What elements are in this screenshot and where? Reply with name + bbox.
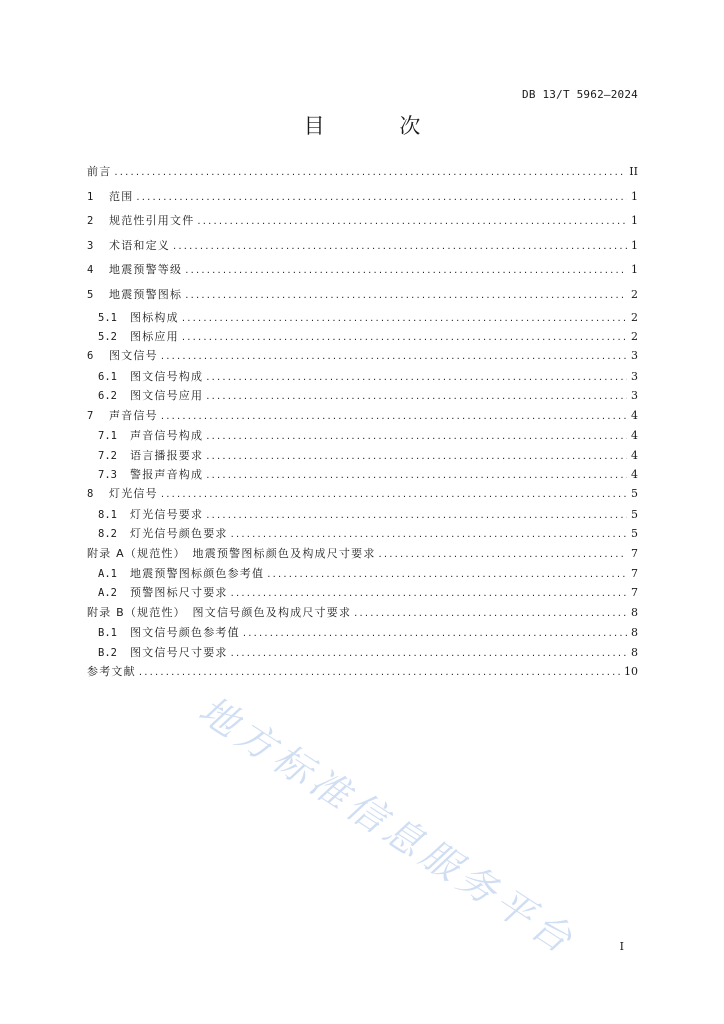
toc-entry-title: 图文信号应用 — [130, 389, 204, 403]
toc-leader-dots — [161, 347, 627, 367]
toc-entry-number: 7 — [87, 409, 94, 422]
toc-leader-dots — [231, 525, 627, 543]
toc-entry-page: 5 — [631, 527, 638, 541]
toc-entry[interactable] — [87, 544, 638, 565]
toc-entry-number: 7.1 — [98, 430, 117, 443]
toc-entry-title: 地震预警图标颜色参考值 — [130, 567, 265, 581]
toc-entry-page: 5 — [631, 507, 638, 521]
toc-entry-title: 图文信号构成 — [130, 369, 204, 383]
toc-leader-dots — [206, 427, 627, 445]
toc-entry-page: 5 — [631, 487, 638, 501]
toc-entry-number: 7.2 — [98, 449, 117, 462]
toc-entry-page: 4 — [631, 429, 638, 443]
toc-leader-dots — [136, 186, 627, 210]
toc-entry-page: 1 — [631, 263, 638, 277]
toc-entry-page: II — [629, 165, 638, 178]
toc-entry-title: 预警图标尺寸要求 — [130, 586, 228, 600]
toc-entry[interactable] — [87, 283, 638, 308]
toc-entry-page: 2 — [631, 329, 638, 343]
toc-entry-page: 1 — [631, 214, 638, 228]
toc-entry[interactable] — [87, 209, 638, 234]
toc-leader-dots — [173, 235, 627, 259]
toc-entry-number: 6 — [87, 350, 94, 363]
toc-entry-page: 1 — [631, 238, 638, 252]
toc-leader-dots — [185, 259, 627, 283]
toc-leader-dots — [231, 644, 627, 662]
toc-entry-number: 6.1 — [98, 370, 117, 383]
toc-entry-number: 8.2 — [98, 528, 117, 541]
toc-entry-page: 8 — [631, 626, 638, 640]
table-of-contents — [87, 160, 638, 683]
toc-leader-dots — [379, 545, 627, 565]
page-number: I — [619, 940, 624, 953]
toc-entry[interactable] — [87, 367, 638, 386]
document-code: DB 13/T 5962—2024 — [522, 88, 638, 101]
toc-entry-page: 8 — [631, 645, 638, 659]
toc-entry[interactable] — [87, 308, 638, 327]
toc-leader-dots — [206, 447, 627, 465]
toc-entry-page: 8 — [631, 605, 638, 619]
toc-leader-dots — [243, 624, 627, 642]
toc-entry-number: A.2 — [98, 587, 117, 600]
toc-entry-title: 前言 — [87, 165, 112, 178]
toc-leader-dots — [185, 284, 627, 308]
toc-leader-dots — [206, 506, 627, 524]
toc-leader-dots — [114, 161, 626, 185]
toc-entry-title: 图标应用 — [130, 329, 179, 343]
toc-entry-title: 图文信号 — [109, 349, 158, 363]
toc-entry-number: 2 — [87, 215, 94, 228]
toc-entry-number: 8 — [87, 488, 94, 501]
toc-entry-page: 4 — [631, 408, 638, 422]
toc-entry-title: 灯光信号 — [109, 487, 158, 501]
toc-leader-dots — [182, 309, 627, 327]
toc-entry[interactable] — [87, 160, 638, 185]
toc-entry-number: 5.2 — [98, 330, 117, 343]
toc-entry-title: 参考文献 — [87, 665, 136, 679]
toc-entry-title: 声音信号构成 — [130, 429, 204, 443]
toc-entry[interactable] — [87, 346, 638, 367]
toc-entry-title: 地震预警等级 — [109, 263, 183, 277]
toc-entry[interactable] — [87, 465, 638, 484]
toc-entry-title: 图文信号尺寸要求 — [130, 645, 228, 659]
toc-entry-title: 灯光信号颜色要求 — [130, 527, 228, 541]
toc-entry[interactable] — [87, 406, 638, 427]
toc-entry-title: 语言播报要求 — [130, 448, 204, 462]
toc-entry[interactable] — [87, 484, 638, 505]
toc-leader-dots — [161, 485, 627, 505]
toc-entry[interactable] — [87, 386, 638, 405]
toc-entry-page: 4 — [631, 467, 638, 481]
toc-entry-title: 规范性引用文件 — [109, 214, 195, 228]
toc-entry-number: 4 — [87, 264, 94, 277]
toc-leader-dots — [206, 387, 627, 405]
toc-entry-page: 3 — [631, 369, 638, 383]
toc-entry[interactable] — [87, 446, 638, 465]
toc-entry-number: 5.1 — [98, 311, 117, 324]
toc-leader-dots — [206, 466, 627, 484]
toc-entry[interactable] — [87, 327, 638, 346]
toc-entry-title: 图标构成 — [130, 310, 179, 324]
toc-entry-number: 6.2 — [98, 390, 117, 403]
toc-entry-title: 图文信号颜色参考值 — [130, 626, 240, 640]
toc-entry-page: 1 — [631, 189, 638, 203]
watermark: 地方标准信息服务平台 — [191, 687, 585, 965]
toc-leader-dots — [197, 210, 627, 234]
toc-entry-number: B.2 — [98, 646, 117, 659]
toc-entry[interactable] — [87, 564, 638, 583]
toc-leader-dots — [231, 584, 627, 602]
toc-entry[interactable] — [87, 643, 638, 662]
toc-entry-title: 地震预警图标 — [109, 287, 183, 301]
toc-entry[interactable] — [87, 258, 638, 283]
toc-entry[interactable] — [87, 603, 638, 624]
toc-entry-page: 3 — [631, 389, 638, 403]
toc-entry-title: 附录 A（规范性） 地震预警图标颜色及构成尺寸要求 — [87, 546, 376, 560]
toc-entry-number: 3 — [87, 239, 94, 252]
toc-entry-number: 8.1 — [98, 508, 117, 521]
toc-leader-dots — [206, 368, 627, 386]
toc-entry-number: 5 — [87, 288, 94, 301]
toc-entry-page: 2 — [631, 310, 638, 324]
toc-entry-page: 7 — [631, 586, 638, 600]
toc-leader-dots — [267, 565, 627, 583]
page-title: 目 次 — [303, 114, 455, 138]
toc-entry-page: 4 — [631, 448, 638, 462]
toc-entry-page: 7 — [631, 567, 638, 581]
toc-entry-page: 7 — [631, 546, 638, 560]
toc-leader-dots — [354, 604, 627, 624]
toc-leader-dots — [182, 328, 627, 346]
toc-entry[interactable] — [87, 583, 638, 602]
toc-entry-number: B.1 — [98, 627, 117, 640]
toc-entry-title: 声音信号 — [109, 408, 158, 422]
toc-entry-title: 附录 B（规范性） 图文信号颜色及构成尺寸要求 — [87, 605, 352, 619]
toc-entry-number: 1 — [87, 190, 94, 203]
toc-entry-title: 警报声音构成 — [130, 467, 204, 481]
toc-leader-dots — [161, 407, 627, 427]
toc-entry[interactable] — [87, 623, 638, 642]
toc-entry-number: A.1 — [98, 568, 117, 581]
toc-entry[interactable] — [87, 234, 638, 259]
toc-entry[interactable] — [87, 185, 638, 210]
toc-entry[interactable] — [87, 505, 638, 524]
toc-entry[interactable] — [87, 524, 638, 543]
toc-entry-title: 范围 — [109, 189, 134, 203]
toc-entry-page: 10 — [624, 665, 638, 679]
toc-entry-page: 3 — [631, 349, 638, 363]
toc-entry-title: 灯光信号要求 — [130, 507, 204, 521]
toc-entry[interactable] — [87, 662, 638, 683]
toc-entry-page: 2 — [631, 287, 638, 301]
toc-entry-number: 7.3 — [98, 468, 117, 481]
toc-leader-dots — [139, 663, 621, 683]
toc-entry-title: 术语和定义 — [109, 238, 170, 252]
toc-entry[interactable] — [87, 426, 638, 445]
